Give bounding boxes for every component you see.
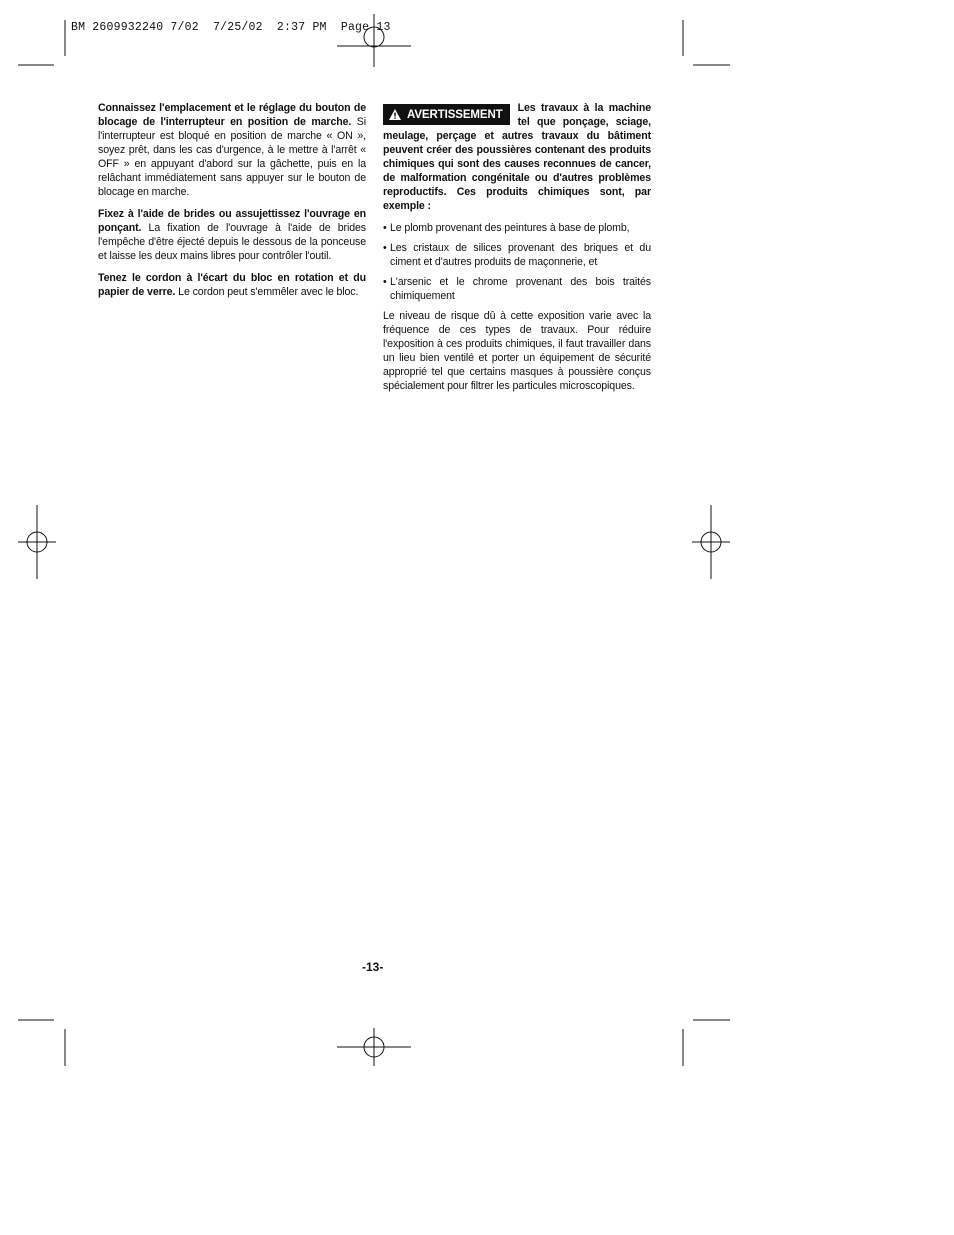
paragraph-body: Si l'interrupteur est bloqué en position de marche « ON », soyez prêt, dans les cas d'urgence, à le mettre à l'arrêt « OFF » en appuyant d'abord sur la gâchette, puis en la relâchant immédiatement sans appuyer sur le bouton de blocage en marche.: [98, 116, 366, 198]
registration-mark-bottom: [337, 1028, 411, 1066]
warning-text: Les travaux à la machine tel que ponçage, sciage, meulage, perçage et autres travaux du bâtiment peuvent créer des poussières contenant des produits chimiques qui sont des causes reconnues de cancer, de malformation congénitale ou d'autres problèmes reproductifs. Ces produits chimiques sont, par exemple :: [383, 102, 651, 212]
hazard-list: [383, 221, 651, 303]
list-item: [383, 241, 651, 269]
right-column: [383, 101, 651, 401]
list-item-text: Le plomb provenant des peintures à base de plomb,: [390, 222, 630, 234]
list-item-text: Les cristaux de silices provenant des briques et du ciment et d'autres produits de maçonnerie, et: [390, 242, 651, 268]
bullet: •: [383, 242, 387, 254]
list-item: [383, 275, 651, 303]
closing-paragraph: Le niveau de risque dû à cette exposition varie avec la fréquence de ces types de travaux. Pour réduire l'exposition à ces produits chimiques, il faut travailler dans un lieu bien ventilé et porter un équipement de sécurité approprié tel que certains masques à poussière conçus spécialement pour filtrer les particules microscopiques.: [383, 310, 651, 392]
printer-slug: BM 2609932240 7/02 7/25/02 2:37 PM Page 13: [71, 21, 391, 34]
paragraph-switch-lock: [98, 101, 366, 199]
paragraph-cord: [98, 271, 366, 299]
bullet: •: [383, 276, 387, 288]
paragraph-clamp-workpiece: [98, 207, 366, 263]
paragraph-heading: Tenez le cordon à l'écart du bloc en rotation et du papier de verre.: [98, 272, 366, 298]
warning-badge: [383, 104, 510, 125]
warning-triangle-icon: [389, 109, 401, 120]
registration-mark-left: [18, 505, 56, 579]
list-item: [383, 221, 651, 235]
warning-paragraph: [383, 101, 651, 213]
list-item-text: L'arsenic et le chrome provenant des bois traités chimiquement: [390, 276, 651, 302]
bullet: •: [383, 222, 387, 234]
paragraph-heading: Fixez à l'aide de brides ou assujettissez l'ouvrage en ponçant.: [98, 208, 366, 234]
paragraph-body: Le cordon peut s'emmêler avec le bloc.: [175, 286, 359, 298]
left-column: [98, 101, 366, 307]
paragraph-body: La fixation de l'ouvrage à l'aide de brides l'empêche d'être éjecté depuis le dessous de la ponceuse et laisse les deux mains libres pour contrôler l'outil.: [98, 222, 366, 262]
page-number: -13-: [362, 960, 384, 974]
registration-mark-top: [337, 14, 411, 67]
registration-mark-right: [692, 505, 730, 579]
warning-label: AVERTISSEMENT: [407, 108, 503, 121]
paragraph-heading: Connaissez l'emplacement et le réglage du bouton de blocage de l'interrupteur en position de marche.: [98, 102, 366, 128]
